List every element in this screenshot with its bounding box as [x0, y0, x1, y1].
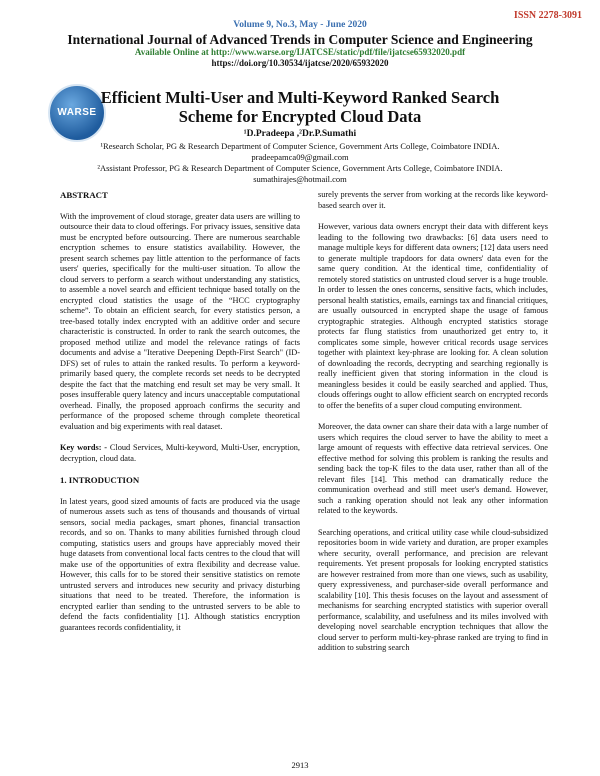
- logo-text: WARSE: [57, 107, 97, 118]
- right-column: [318, 190, 548, 665]
- paragraph: Moreover, the data owner can share their data with a large number of users which requires the cloud server to have the ability to meet a large amount of requests with effective data retrieval services. One effective method for solving this problem is ranking the results and sending back the top-K files to the data user, rather than all of the relevant files [14]. This method can dramatically reduce the communication overhead and still meet user's demand. However, such a ranking operation should not leak any other information related to the keywords.: [318, 422, 548, 515]
- email-2[interactable]: sumathirajes@hotmail.com: [253, 174, 347, 184]
- intro-heading: 1. INTRODUCTION: [60, 475, 140, 485]
- keywords-label: Key words: -: [60, 443, 108, 452]
- online-link[interactable]: Available Online at http://www.warse.org/IJATCSE/static/pdf/file/ijatcse65932020.pdf: [134, 47, 466, 57]
- paragraph: surely prevents the server from working at the records like keyword-based search over it.: [318, 190, 548, 210]
- keywords: [60, 443, 300, 464]
- issn: ISSN 2278-3091: [513, 10, 582, 21]
- paper-title: Efficient Multi-User and Multi-Keyword Ranked Search Scheme for Encrypted Cloud Data: [100, 88, 500, 126]
- email-1[interactable]: pradeepamca09@gmail.com: [251, 152, 349, 162]
- page-number: 2913: [291, 760, 309, 770]
- abstract-heading: ABSTRACT: [60, 190, 108, 200]
- left-column: [60, 190, 300, 644]
- journal-header: [0, 20, 600, 69]
- abstract-text: With the improvement of cloud storage, greater data users are willing to outsource their data to cloud offerings. For privacy issues, sensitive data must be encrypted before outsourcing. There are numerous searchable encryption schemes to ensure statistics availability. However, the present search schemes pay little attention to the performance of facts users' queries, specifically for the multi-user situation. To allow the cloud servers to perform a search without understanding any statistics, to assemble a novel search and efficient technique based totally on the encrypted cloud statistics the usage of the “HCC cryptography scheme”. To obtain an efficient search, for every statistics person, a tree-based totally index encrypted with an additive order and secure characteristic is constructed. In order to rank the search outcomes, the proposed method utilize and model the relevance ratings of facts documents and advise a "Iterative Deepening Depth-First Search" (ID-DFS) set of rules to attain the ranked results. To perform a keyword-primarily based query, the complete records set needs to be decrypted despite the fact that the matching end result set may be very small. It poses insufferable query latency and incurs unacceptable computational overhead. Finally, the proposed approach confirms the security and performance of the proposed scheme through complete theoretical evaluation and big experiments with real dataset.: [60, 211, 300, 431]
- keywords-text: Cloud Services, Multi-keyword, Multi-User, encryption, decryption, cloud data.: [60, 443, 300, 463]
- paragraph: However, various data owners encrypt their data with different keys leading to the following two drawbacks: [6] data users need to manage multiple keys for different data owners; [12] data users need to generate multiple trapdoors for data owners' data even for the same query condition. At the identical time, confidentiality of remotely stored statistics on untrusted cloud server is a huge trouble. In order to lessen the ones concerns, sensitive facts, which includes, personal health statistics, emails, earnings tax and financial critiques, are usually outsourced in encrypted shape the usage of famous cryptographic strategies. Although encrypted statistics storage protects far flung statistics from unauthorized get entry to, it complicates some simple, however critical records usage services together with plaintext key-phrase are looking for. A clean solution of downloading the records, decrypting and searching regionally is really inefficient given that storing information in the cloud is meaningless besides it could be easily searched and applied. Thus, clouds offerings ought to allow efficient search on encrypted records to offer the benefits of a super cloud computing environment.: [318, 222, 548, 410]
- affiliation-2: ²Assistant Professor, PG & Research Department of Computer Science, Government Arts College, Coimbatore INDIA.: [97, 163, 503, 173]
- affiliation-1: ¹Research Scholar, PG & Research Department of Computer Science, Government Arts College, Coimbatore INDIA.: [100, 141, 500, 151]
- doi-link[interactable]: https://doi.org/10.30534/ijatcse/2020/65932020: [211, 58, 389, 68]
- authors: ¹D.Pradeepa ,²Dr.P.Sumathi: [243, 129, 357, 139]
- volume-info: Volume 9, No.3, May - June 2020: [233, 20, 367, 30]
- journal-title: International Journal of Advanced Trends in Computer Science and Engineering: [67, 32, 533, 47]
- paragraph: Searching operations, and critical utility case while cloud-subsidized repositories boom in wide variety and duration, are proper examples where security, overall performance, and precision are relevant requirements. Yet present proposals for looking encrypted statistics are however restrained from more than one views, such as usability, query expressiveness, and purchaser-side overall performance and scalability [10]. This thesis focuses on the layout and assessment of mechanisms for searching encrypted statistics with superior overall performance, scalability, and usefulness and its miles involved with developing novel searchable encryption techniques that allow the cloud server to perform multi-key-phrase ranked are trying to find in addition to substring search: [318, 527, 548, 652]
- intro-text: In latest years, good sized amounts of facts are produced via the usage of numerous assets such as tens of thousands and thousands of virtual sensors, social media packages, smart phones, financial transaction records, and so on. Thanks to many abilities furnished through cloud computing, statistics users and groups have appreciably moved their huge datasets from conventional local facts centres to the cloud that will make use of the opportunities of extra flexibility and decrease value. However, this calls for to be stored their sensitive statistics on remote untrusted servers and introduces new security and privacy disturbing situations that need to be treated. Therefore, the information is encrypted earlier than sending to the untrusted servers to be able to defend the facts confidentiality [1]. Although statistics encryption guarantees records confidentiality, it: [60, 496, 300, 632]
